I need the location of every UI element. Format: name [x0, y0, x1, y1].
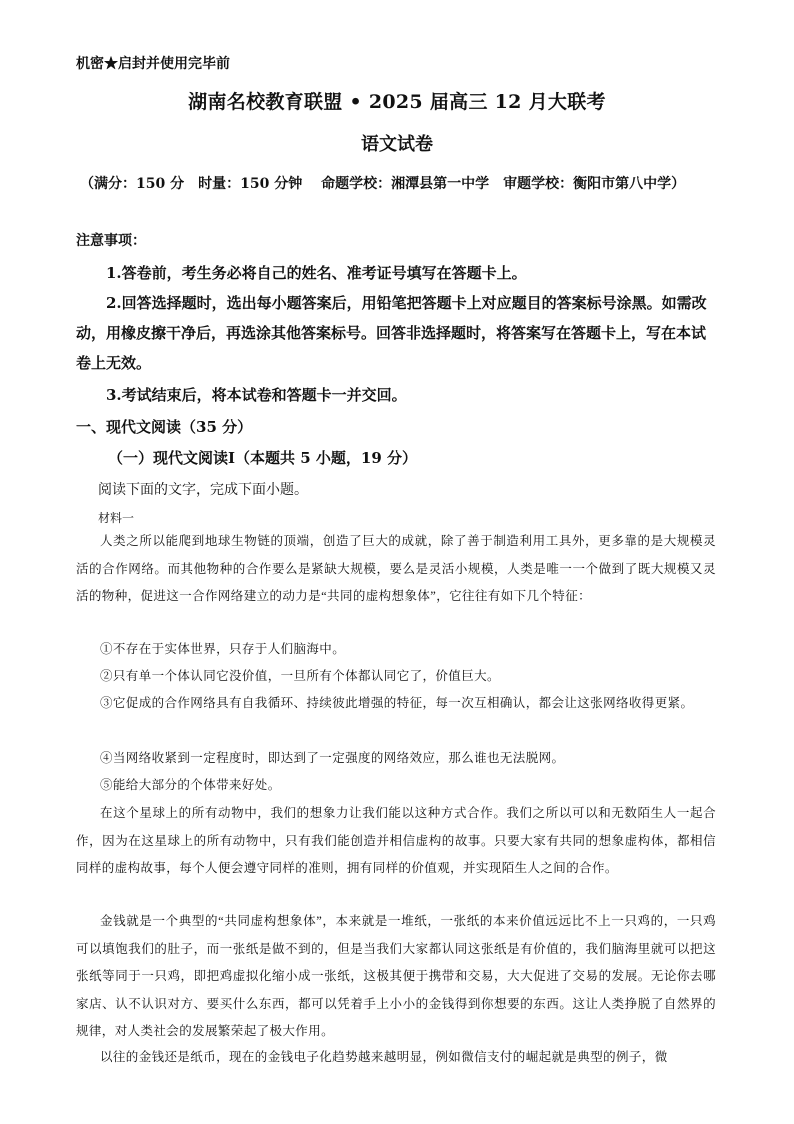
- notice-heading: 注意事项：: [76, 233, 146, 249]
- material-paragraph: 以往的金钱还是纸币，现在的金钱电子化趋势越来越明显，例如微信支付的崛起就是典型的例子，微: [100, 1050, 668, 1064]
- notice-item: 2.回答选择题时，选出每小题答案后，用铅笔把答题卡上对应题目的答案标号涂黑。如需改动，用橡皮擦干净后，再选涂其他答案标号。回答非选择题时，将答案写在答题卡上，写在本试卷上无效。: [76, 294, 707, 372]
- feature-item: ②只有单一个体认同它没价值，一旦所有个体都认同它了，价值巨大。: [100, 669, 500, 683]
- material-paragraph: 金钱就是一个典型的“共同虚构想象体”，本来就是一堆纸，一张纸的本来价值远远比不上一只鸡的，一只鸡可以填饱我们的肚子，而一张纸是做不到的，但是当我们大家都认同这张纸是有价值的，我们脑海里就可以把这张纸等同于一只鸡，即把鸡虚拟化缩小成一张纸，这极其便于携带和交易，大大促进了交易的发展。无论你去哪家店、认不认识对方、要买什么东西，都可以凭着手上小小的金钱得到你想要的东西。这让人类挣脱了自然界的规律，对人类社会的发展繁荣起了极大作用。: [76, 914, 716, 1038]
- feature-item: ⑤能给大部分的个体带来好处。: [100, 778, 281, 792]
- subsection-heading: （一）现代文阅读Ⅰ（本题共 5 小题，19 分）: [108, 449, 417, 467]
- exam-subject: 语文试卷: [361, 134, 433, 155]
- material-paragraph: 在这个星球上的所有动物中，我们的想象力让我们能以这种方式合作。我们之所以可以和无数陌生人一起合作，因为在这星球上的所有动物中，只有我们能创造并相信虚构的故事。只要大家有共同的想象虚构体，都相信同样的虚构故事，每个人便会遵守同样的准则，拥有同样的价值观，并实现陌生人之间的合作。: [76, 806, 716, 875]
- reading-instruction: 阅读下面的文字，完成下面小题。: [98, 482, 308, 498]
- exam-title: 湖南名校教育联盟 • 2025 届高三 12 月大联考: [188, 91, 606, 113]
- material-paragraph: 人类之所以能爬到地球生物链的顶端，创造了巨大的成就，除了善于制造利用工具外，更多靠的是大规模灵活的合作网络。而其他物种的合作要么是紧缺大规模，要么是灵活小规模，人类是唯一一个做到了既大规模又灵活的物种，促进这一合作网络建立的动力是“共同的虚构想象体”，它往往有如下几个特征：: [76, 534, 716, 603]
- feature-item: ①不存在于实体世界，只存于人们脑海中。: [100, 642, 346, 656]
- confidential-label: 机密★启封并使用完毕前: [76, 56, 230, 72]
- feature-item: ④当网络收紧到一定程度时，即达到了一定强度的网络效应，那么谁也无法脱网。: [100, 751, 565, 765]
- exam-meta: （满分：150 分 时量：150 分钟 命题学校：湘潭县第一中学 审题学校：衡阳市第八中学）: [80, 176, 686, 192]
- notice-item: 3.考试结束后，将本试卷和答题卡一并交回。: [106, 386, 407, 404]
- feature-item: ③它促成的合作网络具有自我循环、持续彼此增强的特征，每一次互相确认，都会让这张网络收得更紧。: [100, 696, 694, 710]
- material-label: 材料一: [98, 511, 135, 525]
- section-heading: 一、现代文阅读（35 分）: [76, 418, 253, 436]
- notice-item: 1.答卷前，考生务必将自己的姓名、准考证号填写在答题卡上。: [106, 264, 527, 282]
